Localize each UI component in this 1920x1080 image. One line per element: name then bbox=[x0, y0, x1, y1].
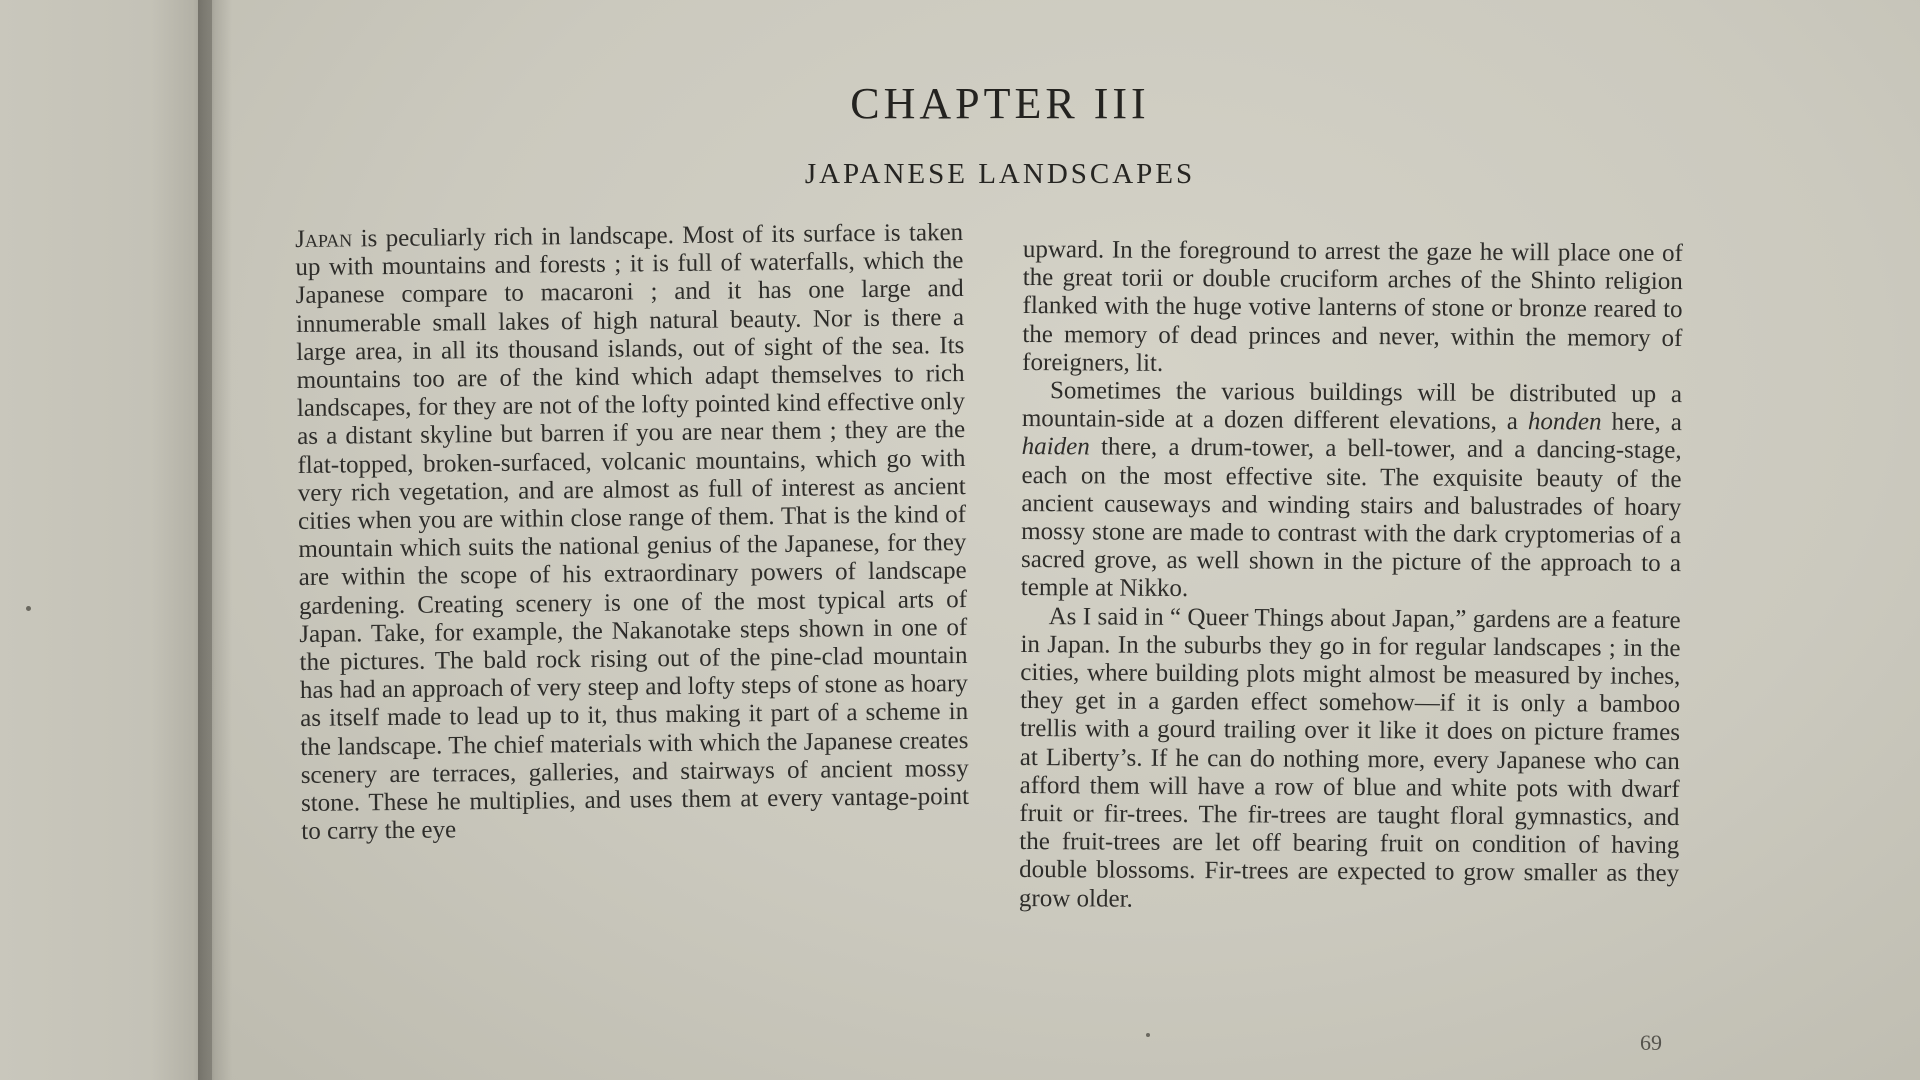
italic-term-haiden: haiden bbox=[1021, 433, 1090, 461]
paragraph: upward. In the foreground to arrest the gaze he will place one of the great torii or double cruciform arches of the Shinto religion flanked with the huge votive lanterns of stone or bronze reared to the memory of dead princes and never, within the memory of foreigners, lit. bbox=[1022, 236, 1683, 377]
text-column-left bbox=[295, 219, 969, 846]
lead-word: Japan bbox=[295, 225, 353, 253]
paragraph: As I said in “ Queer Things about Japan,” gardens are a feature in Japan. In the suburbs they go in for regular landscapes ; in the cities, where building plots might almost be measured by inches, they get in a garden effect somehow—if it is only a bamboo trellis with a gourd trailing over it like it does on picture frames at Liberty’s. If he can do nothing more, every Japanese who can afford them will have a row of blue and white pots with dwarf fruit or fir-trees. The fir-trees are taught floral gymnastics, and the fruit-trees are let off bearing fruit on condition of having double blossoms. Fir-trees are expected to grow smaller as they grow older. bbox=[1018, 602, 1681, 913]
page-number: 69 bbox=[1640, 1030, 1662, 1055]
paragraph bbox=[295, 219, 969, 846]
paragraph bbox=[1021, 377, 1682, 607]
italic-term-honden: honden bbox=[1527, 408, 1602, 436]
text-column-right bbox=[1019, 236, 1683, 917]
paragraph-text: here, a bbox=[1601, 408, 1682, 437]
paragraph-text: there, a drum-tower, a bell-tower, and a dancing-stage, each on the most effective site. The exquisite beauty of the ancient causeways and winding stairs and balustrades of hoary mossy stone are made to contrast with the dark cryptomerias of a sacred grove, as well shown in the picture of the approach to a temple at Nikko. bbox=[1020, 433, 1682, 603]
paragraph-text: is peculiarly rich in landscape. Most of its surface is taken up with mountains and forests ; it is full of waterfalls, which the Japanese compare to macaroni ; and it has one large and innumerable small lakes of high natural beauty. Nor is there a large area, in all its thousand islands, out of sight of the sea. Its mountains too are of the kind which adapt themselves to rich landscapes, for they are not of the lofty pointed kind effective only as a distant skyline but barren if you are near them ; they are the flat-topped, broken-surfaced, volcanic mountains, which go with very rich vegetation, and are almost as full of interest as ancient cities when you are within close range of them. That is the kind of mountain which suits the national genius of the Japanese, for they are within the scope of his extraordinary powers of landscape gardening. Creating scenery is one of the most typical arts of Japan. Take, for example, the Nakanotake steps shown in one of the pictures. The bald rock rising out of the pine-clad mountain has had an approach of very steep and lofty steps of stone as hoary as itself made to lead up to it, thus making it part of a scheme in the landscape. The chief materials with which the Japanese creates scenery are terraces, galleries, and stairways of ancient mossy stone. These he multiplies, and uses them at every vantage-point to carry the eye bbox=[295, 219, 970, 846]
paragraph-text: Sometimes the various buildings will be distributed up a mountain-side at a dozen different elevations, a bbox=[1021, 377, 1683, 436]
chapter-number: CHAPTER III bbox=[850, 79, 1150, 128]
chapter-title: JAPANESE LANDSCAPES bbox=[804, 158, 1196, 190]
